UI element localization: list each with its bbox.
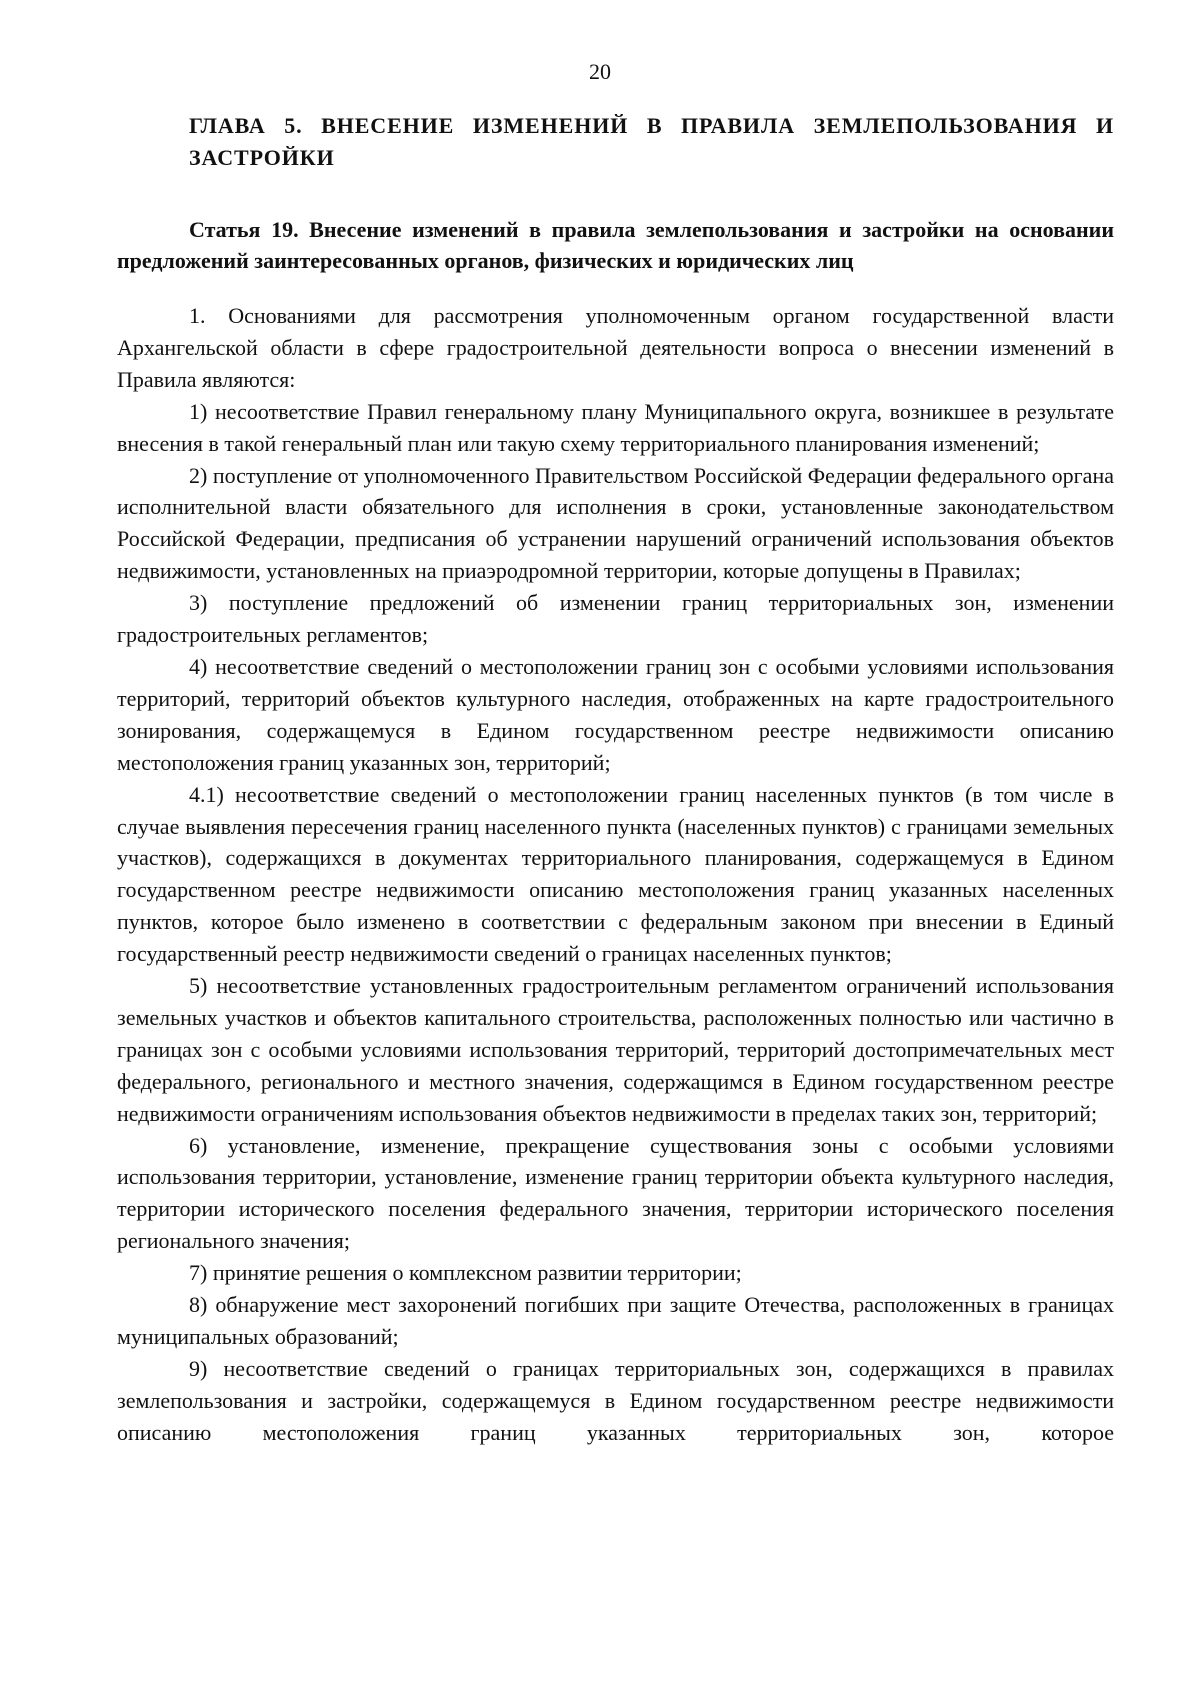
paragraph-subitem-4: 4) несоответствие сведений о местоположении границ зон с особыми условиями использования территорий, территорий объектов культурного наследия, отображенных на карте градостроительного зонирования, содержащемуся в Едином государственном реестре недвижимости описанию местоположения границ указанных зон, территорий; [117,653,1114,775]
article-title: Статья 19. Внесение изменений в правила землепользования и застройки на основании предложений заинтересованных органов, физических и юридических лиц [117,217,1114,273]
paragraph-subitem-9: 9) несоответствие сведений о границах территориальных зон, содержащихся в правилах землепользования и застройки, содержащемуся в Едином государственном реестре недвижимости описанию местоположения границ указанных территориальных зон, которое [117,1355,1114,1445]
paragraph-subitem-8: 8) обнаружение мест захоронений погибших при защите Отечества, расположенных в границах муниципальных образований; [117,1292,1114,1349]
paragraph-subitem-5: 5) несоответствие установленных градостроительным регламентом ограничений использования земельных участков и объектов капитального строительства, расположенных полностью или частично в границах зон с особыми условиями использования территорий, территорий достопримечательных мест федерального, регионального и местного значения, содержащимся в Едином государственном реестре недвижимости ограничениям использования объектов недвижимости в пределах таких зон, территорий; [117,973,1114,1126]
paragraph-subitem-2: 2) поступление от уполномоченного Правительством Российской Федерации федерального органа исполнительной власти обязательного для исполнения в сроки, установленные законодательством Российской Федерации, предписания об устранении нарушений ограничений использования объектов недвижимости, установленных на приаэродромной территории, которые допущены в Правилах; [117,462,1114,584]
page-number: 20 [589,59,611,84]
paragraph-subitem-4-1: 4.1) несоответствие сведений о местоположении границ населенных пунктов (в том числе в случае выявления пересечения границ населенного пункта (населенных пунктов) с границами земельных участков), содержащихся в документах территориального планирования, содержащемуся в Едином государственном реестре недвижимости описанию местоположения границ указанных населенных пунктов, которое было изменено в соответствии с федеральным законом при внесении в Единый государственный реестр недвижимости сведений о границах населенных пунктов; [117,781,1114,967]
paragraph-subitem-1: 1) несоответствие Правил генеральному плану Муниципального округа, возникшее в результате внесения в такой генеральный план или такую схему территориального планирования изменений; [117,398,1114,456]
paragraph-item-1: 1. Основаниями для рассмотрения уполномоченным органом государственной власти Архангельской области в сфере градостроительной деятельности вопроса о внесении изменений в Правила являются: [117,303,1114,392]
paragraph-subitem-3: 3) поступление предложений об изменении границ территориальных зон, изменении градостроительных регламентов; [117,590,1114,648]
paragraph-subitem-7: 7) принятие решения о комплексном развитии территории; [189,1260,742,1286]
page-content [117,110,1114,1449]
chapter-title: ГЛАВА 5. ВНЕСЕНИЕ ИЗМЕНЕНИЙ В ПРАВИЛА ЗЕМЛЕПОЛЬЗОВАНИЯ И ЗАСТРОЙКИ [189,113,1114,170]
paragraph-subitem-6: 6) установление, изменение, прекращение существования зоны с особыми условиями использования территории, установление, изменение границ территории объекта культурного наследия, территории исторического поселения федерального значения, территории исторического поселения регионального значения; [117,1132,1114,1254]
